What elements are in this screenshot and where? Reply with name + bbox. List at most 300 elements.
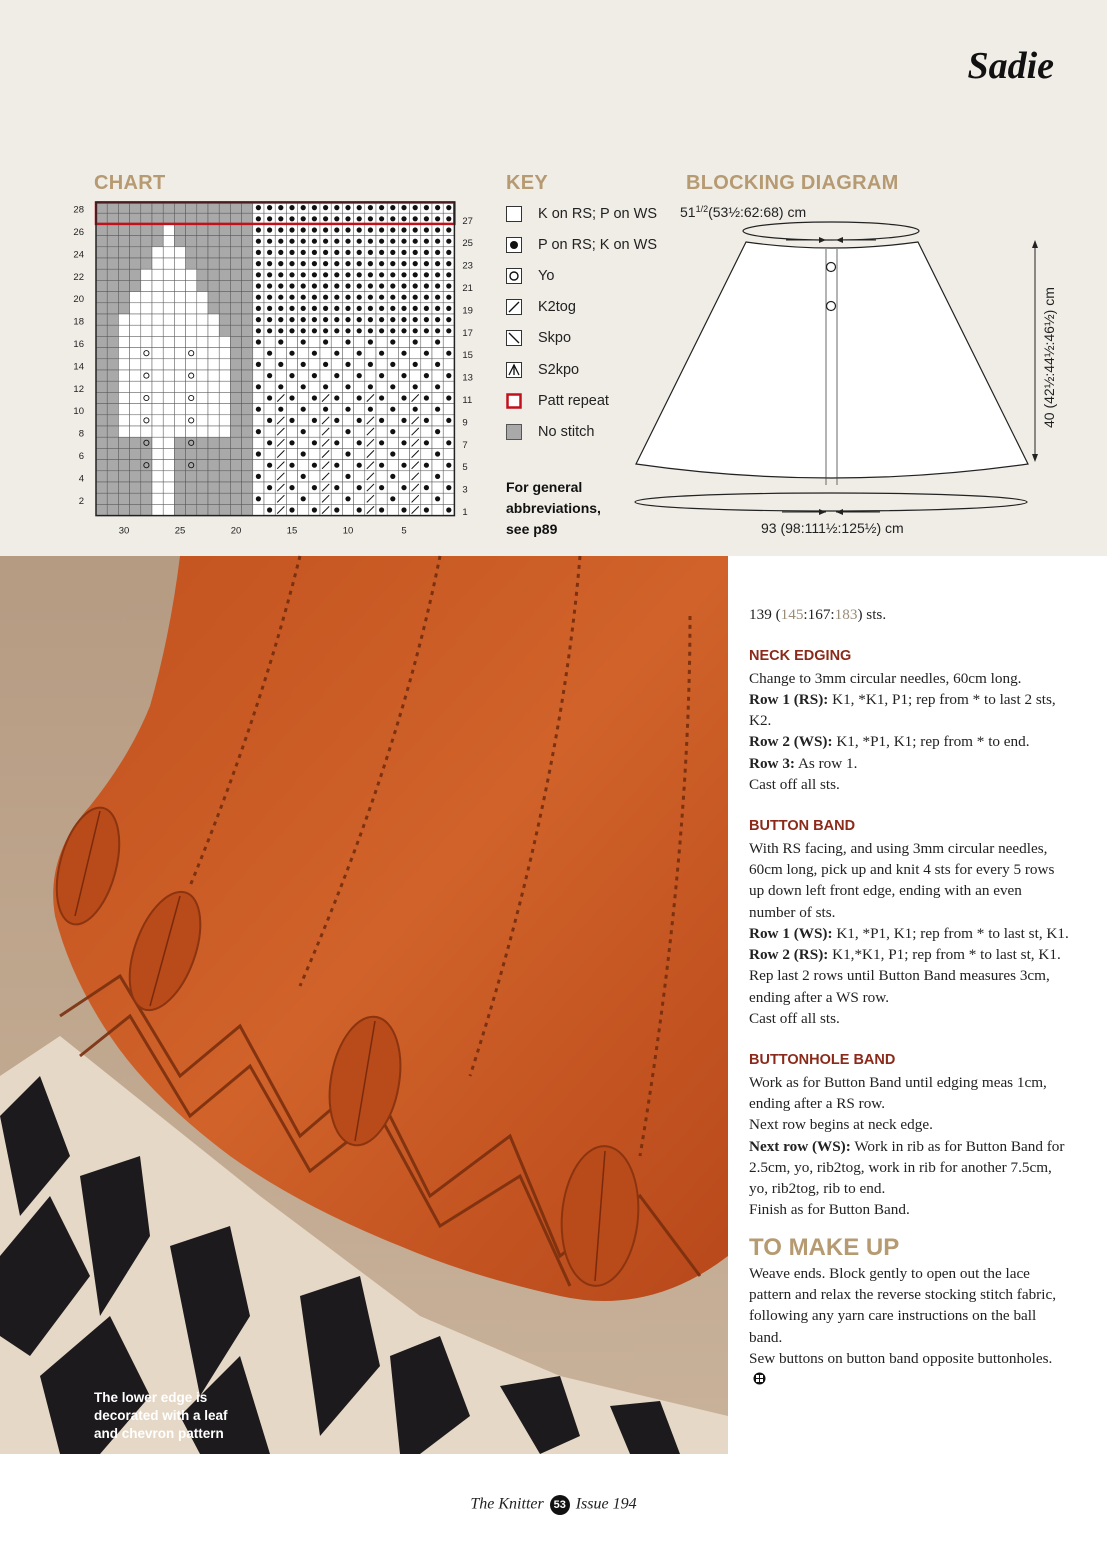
chart-cell [197,247,208,258]
chart-cell [208,359,219,370]
chart-cell [275,370,286,381]
chart-cell [197,392,208,403]
col-label: 5 [401,525,407,537]
chart-cell [197,381,208,392]
purl-mark [312,351,317,356]
chart-cell [197,292,208,303]
chart-cell [186,224,197,235]
purl-mark [368,362,373,367]
purl-mark [357,351,362,356]
chart-cell [387,415,398,426]
chart-cell [443,448,454,459]
chart-cell [96,314,107,325]
purl-mark [357,440,362,445]
chart-cell [219,415,230,426]
garment-photo [0,556,728,1454]
purl-mark [301,496,306,501]
chart-cell [107,303,118,314]
purl-mark [256,362,261,367]
chart-cell [376,426,387,437]
chart-cell [354,404,365,415]
chart-cell [421,381,432,392]
note-line: see p89 [506,521,558,537]
chart-cell [197,426,208,437]
chart-cell [174,471,185,482]
chart-cell [230,280,241,291]
purl-mark [401,317,406,322]
purl-mark [401,373,406,378]
chart-cell [242,258,253,269]
purl-mark [345,250,350,255]
purl-mark [424,373,429,378]
purl-mark [368,339,373,344]
purl-mark [368,283,373,288]
chart-cell [230,392,241,403]
chart-cell [208,325,219,336]
chart-cell [186,460,197,471]
purl-mark [289,295,294,300]
key-label: No stitch [538,423,595,440]
purl-mark [368,306,373,311]
purl-mark [379,216,384,221]
chart-cell [286,426,297,437]
purl-mark [323,407,328,412]
chart-cell [107,292,118,303]
chart-cell [242,471,253,482]
col-label: 10 [342,525,354,537]
chart-cell [264,448,275,459]
chart-cell [130,370,141,381]
chart-cell [208,269,219,280]
purl-mark [267,485,272,490]
purl-mark [334,261,339,266]
chart-cell [387,460,398,471]
purl-mark [312,261,317,266]
chart-cell [398,404,409,415]
purl-mark [267,507,272,512]
purl-mark [312,272,317,277]
purl-mark [390,283,395,288]
s2kpo-icon [506,362,522,378]
chart-cell [208,236,219,247]
chart-cell [107,336,118,347]
chart-cell [197,359,208,370]
chart-cell [186,381,197,392]
chart-cell [141,493,152,504]
chart-cell [118,336,129,347]
purl-mark [357,295,362,300]
chart-cell [152,303,163,314]
chart-cell [141,504,152,515]
purl-mark [256,407,261,412]
chart-cell [354,359,365,370]
note-line: For general [506,479,583,495]
purl-mark [323,328,328,333]
chart-cell [118,348,129,359]
purl-mark [301,384,306,389]
chart-cell [174,269,185,280]
chart-cell [107,504,118,515]
purl-mark [413,272,418,277]
bottom-arrowhead-left [819,509,826,515]
chart-cell [208,448,219,459]
chart-cell [208,460,219,471]
chart-cell [163,460,174,471]
chart-cell [421,471,432,482]
purl-mark [323,362,328,367]
purl-mark [401,328,406,333]
neck-row-2: Row 2 (WS): K1, *P1, K1; rep from * to end. [749,733,1030,751]
purl-mark [256,283,261,288]
chart-cell [208,437,219,448]
chart-cell [253,370,264,381]
chart-cell [208,280,219,291]
row-label-left: 4 [78,473,84,485]
chart-cell [174,314,185,325]
chart-cell [208,415,219,426]
chart-cell [141,471,152,482]
purl-mark [435,283,440,288]
hem-ellipse [635,493,1027,511]
chart-cell [219,280,230,291]
chart-cell [264,493,275,504]
purl-mark [401,485,406,490]
neck-row-3: Row 3: As row 1. [749,754,858,772]
chart-cell [342,370,353,381]
chart-cell [286,471,297,482]
purl-mark [368,407,373,412]
chart-cell [130,258,141,269]
chart-cell [376,471,387,482]
chart-cell [152,448,163,459]
chart-cell [118,392,129,403]
purl-mark [357,250,362,255]
purl-mark [278,239,283,244]
purl-mark [446,351,451,356]
purl-mark [401,295,406,300]
purl-mark [256,339,261,344]
chart-cell [107,314,118,325]
chart-cell [242,359,253,370]
chart-cell [174,493,185,504]
purl-mark [424,272,429,277]
chart-cell [118,236,129,247]
chart-cell [242,504,253,515]
chart-cell [186,325,197,336]
chart-cell [152,471,163,482]
chart-cell [118,269,129,280]
chart-cell [174,415,185,426]
chart-cell [163,224,174,235]
purl-mark [446,216,451,221]
chart-cell [96,325,107,336]
chart-cell [186,280,197,291]
chart-cell [197,415,208,426]
purl-mark [289,250,294,255]
purl-mark [413,317,418,322]
chart-cell [186,504,197,515]
chart-cell [309,471,320,482]
chart-cell [96,359,107,370]
purl-mark [312,205,317,210]
button-row-1: Row 1 (WS): K1, *P1, K1; rep from * to last st, K1. [749,924,1069,942]
chart-heading: CHART [94,172,166,194]
purl-mark [390,261,395,266]
chart-cell [354,336,365,347]
purl-mark [323,261,328,266]
chart-cell [174,247,185,258]
chart-cell [230,236,241,247]
purl-mark [379,485,384,490]
purl-mark [379,351,384,356]
purl-mark [267,272,272,277]
purl-mark [334,418,339,423]
purl-mark [289,216,294,221]
chart-cell [152,314,163,325]
footer [0,1495,1107,1515]
chart-cell [152,280,163,291]
chart-cell [242,392,253,403]
chart-cell [141,448,152,459]
chart-cell [219,292,230,303]
purl-mark [368,295,373,300]
row-label-left: 18 [73,316,84,328]
chart-cell [141,348,152,359]
purl-mark [334,272,339,277]
chart-cell [118,426,129,437]
purl-mark [390,328,395,333]
purl-mark [379,440,384,445]
purl-mark [323,306,328,311]
chart-cell [107,247,118,258]
chart-cell [107,381,118,392]
purl-mark [413,227,418,232]
purl-mark [267,261,272,266]
chart-cell [242,269,253,280]
chart-cell [398,381,409,392]
purl-mark [390,250,395,255]
general-abbreviations-note [506,477,636,540]
chart-cell [253,504,264,515]
purl-mark [401,463,406,468]
purl-mark [413,362,418,367]
chart-cell [141,404,152,415]
chart-cell [443,471,454,482]
chart-cell [208,303,219,314]
purl-mark [413,261,418,266]
purl-mark [267,283,272,288]
photo-illustration [0,556,728,1454]
button-row-2: Row 2 (RS): K1,*K1, P1; rep from * to last st, K1. [749,946,1061,964]
purl-mark [256,474,261,479]
chart-cell [331,471,342,482]
chart-cell [130,381,141,392]
chart-cell [197,325,208,336]
chart-cell [410,370,421,381]
purl-mark [323,339,328,344]
purl-mark [413,205,418,210]
chart-cell [118,314,129,325]
chart-cell [376,448,387,459]
purl-mark [323,239,328,244]
k-icon [506,206,522,222]
purl-mark [267,205,272,210]
purl-mark [401,272,406,277]
chart-cell [118,437,129,448]
chart-cell [174,448,185,459]
purl-mark [312,216,317,221]
chart-cell [107,258,118,269]
purl-mark [334,295,339,300]
chart-cell [174,303,185,314]
key-label: Patt repeat [538,392,609,409]
chart-cell [320,348,331,359]
purl-mark [312,283,317,288]
purl-mark [278,306,283,311]
top-arrowhead-left [819,237,826,243]
purl-mark [334,395,339,400]
purl-mark [379,205,384,210]
purl-mark [424,261,429,266]
chart-cell [197,404,208,415]
chart-cell [253,348,264,359]
purl-mark [256,261,261,266]
purl-mark [401,306,406,311]
chart-cell [230,493,241,504]
purl-mark [435,429,440,434]
purl-mark [289,317,294,322]
chart-cell [342,392,353,403]
chart-cell [130,471,141,482]
purl-mark [413,239,418,244]
purl-mark [301,306,306,311]
chart-cell [174,482,185,493]
chart-cell [174,437,185,448]
chart-cell [242,247,253,258]
purl-mark [413,339,418,344]
chart-cell [96,258,107,269]
note-line: abbreviations, [506,500,601,516]
chart-cell [197,224,208,235]
chart-cell [264,426,275,437]
chart-cell [163,404,174,415]
chart-cell [141,482,152,493]
purl-mark [357,306,362,311]
purl-mark [413,295,418,300]
purl-mark [446,295,451,300]
chart-cell [421,448,432,459]
chart-cell [230,336,241,347]
chart-cell [242,448,253,459]
chart-cell [130,247,141,258]
chart-cell [163,482,174,493]
chart-cell [197,258,208,269]
chart-cell [253,437,264,448]
chart-cell [186,437,197,448]
key-label: K on RS; P on WS [538,205,658,222]
chart-cell [186,303,197,314]
purl-mark [256,384,261,389]
neck-edging-heading: NECK EDGING [749,648,852,665]
purl-mark [334,205,339,210]
chart-cell [342,348,353,359]
chart-cell [163,280,174,291]
purl-mark [323,317,328,322]
purl-mark [435,250,440,255]
purl-mark [334,216,339,221]
chart-cell [298,415,309,426]
chart-cell [152,269,163,280]
chart-cell [398,359,409,370]
chart-cell [208,493,219,504]
chart-cell [186,426,197,437]
chart-cell [264,336,275,347]
chart-cell [186,348,197,359]
chart-cell [186,471,197,482]
row-label-left: 22 [73,271,84,283]
nostitch-icon [506,424,522,440]
purl-mark [301,216,306,221]
chart-cell [421,404,432,415]
chart-cell [130,493,141,504]
purl-mark [368,328,373,333]
chart-cell [242,437,253,448]
p-icon [506,237,522,253]
chart-cell [118,404,129,415]
purl-mark [413,407,418,412]
chart-cell [432,482,443,493]
magazine-name: The Knitter [470,1495,544,1513]
chart-cell [197,504,208,515]
side-arrowhead-bottom [1032,454,1038,462]
chart-cell [354,448,365,459]
purl-mark [267,328,272,333]
chart-cell [130,280,141,291]
chart-cell [219,348,230,359]
purl-mark [446,250,451,255]
purl-mark [446,227,451,232]
chart-cell [443,426,454,437]
caption-line: The lower edge is [94,1390,208,1405]
yo-icon [506,268,522,284]
chart-cell [197,236,208,247]
page-number: 53 [550,1495,570,1515]
purl-mark [334,317,339,322]
chart-cell [141,303,152,314]
button-cast-off: Cast off all sts. [749,1010,840,1028]
purl-mark [301,205,306,210]
purl-mark [435,306,440,311]
chart-cell [219,303,230,314]
key-label: S2kpo [538,361,580,378]
end-mark-icon [753,1372,766,1385]
purl-mark [256,205,261,210]
purl-mark [334,373,339,378]
purl-mark [323,272,328,277]
chart-cell [141,370,152,381]
purl-mark [345,227,350,232]
chart-cell [298,348,309,359]
purl-mark [301,407,306,412]
purl-mark [345,261,350,266]
purl-mark [401,395,406,400]
chart-cell [387,348,398,359]
chart-cell [96,292,107,303]
chart-cell [141,280,152,291]
chart-cell [96,404,107,415]
row-label-left: 28 [73,204,84,216]
chart-cell [242,426,253,437]
